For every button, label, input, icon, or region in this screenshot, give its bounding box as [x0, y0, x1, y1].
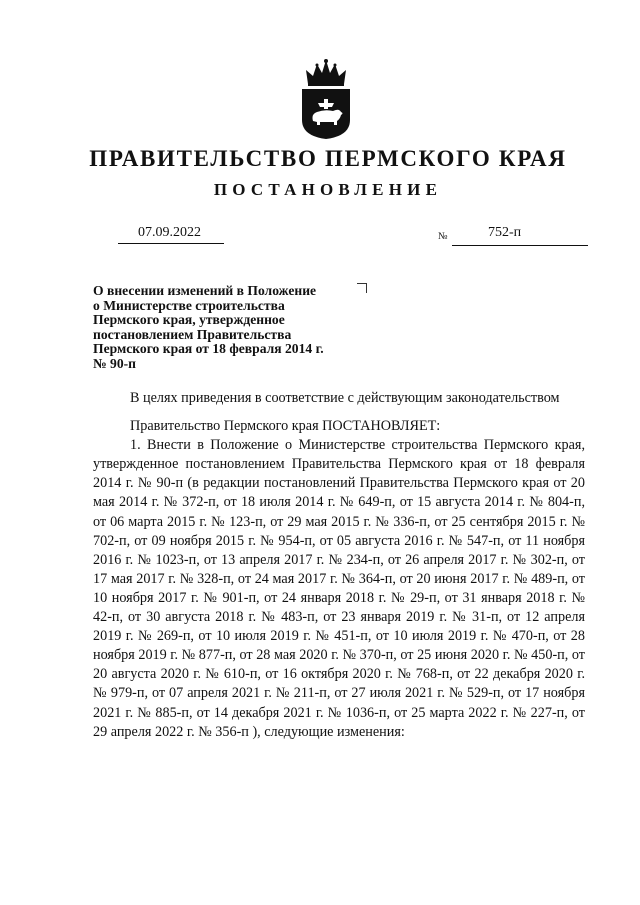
subject-line: Пермского края от 18 февраля 2014 г.	[93, 341, 324, 357]
document-body	[93, 389, 585, 742]
resolves-paragraph: Правительство Пермского края ПОСТАНОВЛЯЕТ:	[130, 418, 441, 435]
document-number-field	[438, 224, 588, 246]
document-type: ПОСТАНОВЛЕНИЕ	[213, 180, 443, 199]
number-sign: №	[438, 231, 448, 242]
subject-line: О внесении изменений в Положение	[93, 283, 317, 298]
document-date: 07.09.2022	[138, 225, 201, 240]
date-underline	[118, 243, 224, 244]
subject-line: № 90-п	[93, 355, 137, 371]
subject-line: Пермского края, утвержденное	[93, 312, 285, 328]
preamble-paragraph: В целях приведения в соответствие с действующим законодательством	[130, 390, 560, 406]
number-underline	[452, 245, 588, 246]
document-number: 752-п	[488, 225, 522, 240]
subject-line: постановлением Правительства	[93, 326, 292, 342]
perm-krai-coat-of-arms-icon	[296, 58, 356, 140]
page-title: ПРАВИТЕЛЬСТВО ПЕРМСКОГО КРАЯ	[89, 146, 567, 171]
item-1-paragraph: 1. Внести в Положение о Министерстве строительства Пермского края, утвержденное постановлением Правительства Пермского края от 18 февраля 2014 г. № 90-п (в редакции постановлений Правительства Пермского края от 20 мая 2014 г. № 372-п, от 18 июля 2014 г. № 649-п, от 15 августа 2014 г. № 804-п, от 06 марта 2015 г. № 123-п, от 29 мая 2015 г. № 336-п, от 25 сентября 2015 г. № 702-п, от 09 ноября 2015 г. № 954-п, от 05 августа 2016 г. № 547-п, от 11 ноября 2016 г. № 1023-п, от 13 апреля 2017 г. № 234-п, от 26 апреля 2017 г. № 302-п, от 17 мая 2017 г. № 328-п, от 24 мая 2017 г. № 364-п, от 20 июня 2017 г. № 489-п, от 10 ноября 2017 г. № 901-п, от 24 января 2018 г. № 29-п, от 31 января 2018 г. № 42-п, от 30 августа 2018 г. № 483-п, от 23 января 2019 г. № 31-п, от 12 апреля 2019 г. № 269-п, от 10 июля 2019 г. № 451-п, от 10 июля 2019 г. № 470-п, от 28 ноября 2019 г. № 877-п, от 28 мая 2020 г. № 370-п, от 25 июня 2020 г. № 450-п, от 20 августа 2020 г. № 610-п, от 16 октября 2020 г. № 768-п, от 22 декабря 2020 г. № 979-п, от 07 апреля 2021 г. № 211-п, от 27 июля 2021 г. № 529-п, от 17 ноября 2021 г. № 885-п, от 14 декабря 2021 г. № 1036-п, от 25 марта 2022 г. № 227-п, от 29 апреля 2022 г. № 356-п ), следующие изменения:	[93, 437, 585, 740]
subject-line: о Министерстве строительства	[93, 297, 285, 313]
document-date-field	[118, 222, 224, 244]
document-subject	[93, 284, 373, 372]
